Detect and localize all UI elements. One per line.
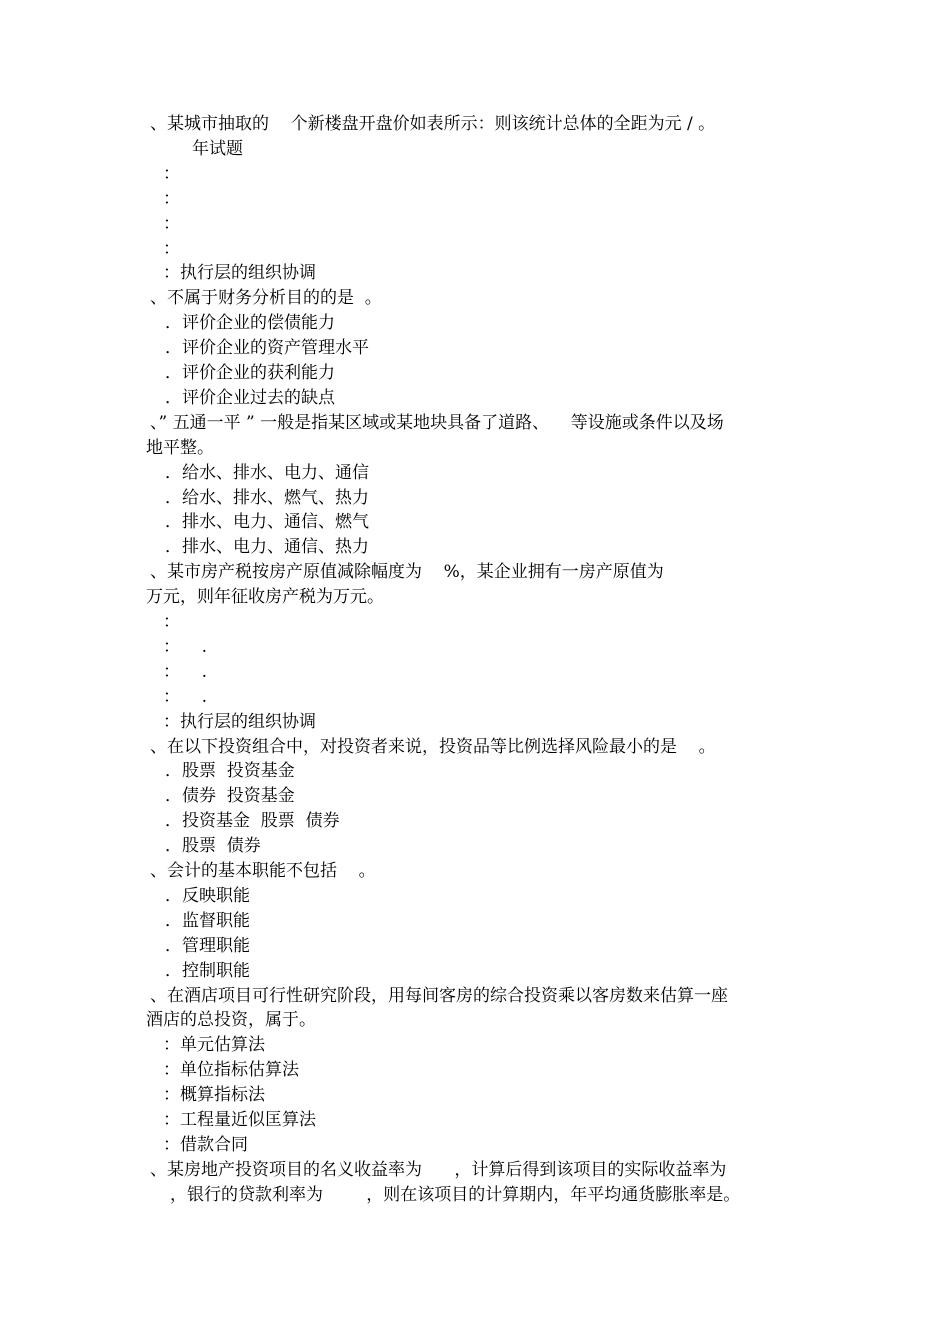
text-line: ：单元估算法 <box>163 1035 265 1056</box>
text-line: ： . <box>163 636 208 657</box>
text-line: ．评价企业过去的缺点 <box>165 387 335 408</box>
text-line: 酒店的总投资，属于。 <box>146 1010 316 1031</box>
text-line: 年试题 <box>192 138 243 159</box>
text-line: ．投资基金 股票 债券 <box>165 811 340 832</box>
text-line: ．评价企业的资产管理水平 <box>165 338 369 359</box>
text-line: ：借款合同 <box>163 1134 248 1155</box>
text-line: ．股票 投资基金 <box>165 761 295 782</box>
text-line: ．给水、排水、燃气、热力 <box>165 487 369 508</box>
text-line: ： <box>163 163 180 184</box>
text-line: ．评价企业的获利能力 <box>165 363 335 383</box>
text-line: ：执行层的组织协调 <box>163 263 316 284</box>
text-line: ．反映职能 <box>165 885 250 906</box>
text-line: 、” 五通一平 ” 一般是指某区域或某地块具备了道路、 等设施或条件以及场 <box>150 412 724 433</box>
text-line: 、某市房产税按房产原值减除幅度为 %，某企业拥有一房产原值为 <box>150 562 664 583</box>
text-line: 、在酒店项目可行性研究阶段，用每间客房的综合投资乘以客房数来估算一座 <box>150 985 728 1006</box>
text-line: 、会计的基本职能不包括 。 <box>150 861 376 881</box>
text-line: 、不属于财务分析目的的是 。 <box>150 288 382 309</box>
text-line: ．监督职能 <box>165 910 250 931</box>
text-line: ： . <box>163 661 208 682</box>
text-line: 、某房地产投资项目的名义收益率为 ，计算后得到该项目的实际收益率为 <box>150 1159 727 1180</box>
text-line: ，银行的贷款利率为 ，则在该项目的计算期内，年平均通货膨胀率是。 <box>170 1184 741 1205</box>
text-line: ： <box>163 612 180 632</box>
text-line: 、在以下投资组合中，对投资者来说，投资品等比例选择风险最小的是 。 <box>150 736 716 757</box>
text-line: 、某城市抽取的 个新楼盘开盘价如表所示：则该统计总体的全距为元 / 。 <box>150 114 716 134</box>
text-line: ．股票 债券 <box>165 836 261 857</box>
text-line: ：工程量近似匡算法 <box>163 1110 316 1130</box>
text-line: ： <box>163 213 180 234</box>
text-line: 地平整。 <box>146 437 214 458</box>
text-line: ．排水、电力、通信、热力 <box>165 537 369 558</box>
text-line: ．债券 投资基金 <box>165 786 295 807</box>
text-line: ．评价企业的偿债能力 <box>165 313 335 334</box>
text-line: ：单位指标估算法 <box>163 1060 299 1081</box>
text-line: ．控制职能 <box>165 960 250 981</box>
text-line: ： <box>163 238 180 259</box>
text-line: ．管理职能 <box>165 935 250 956</box>
text-line: 万元，则年征收房产税为万元。 <box>146 587 384 608</box>
text-line: ．给水、排水、电力、通信 <box>165 462 369 483</box>
text-line: ： . <box>163 686 208 707</box>
text-line: ： <box>163 188 180 209</box>
text-line: ：概算指标法 <box>163 1085 265 1106</box>
text-line: ．排水、电力、通信、燃气 <box>165 512 369 533</box>
text-line: ：执行层的组织协调 <box>163 711 316 732</box>
